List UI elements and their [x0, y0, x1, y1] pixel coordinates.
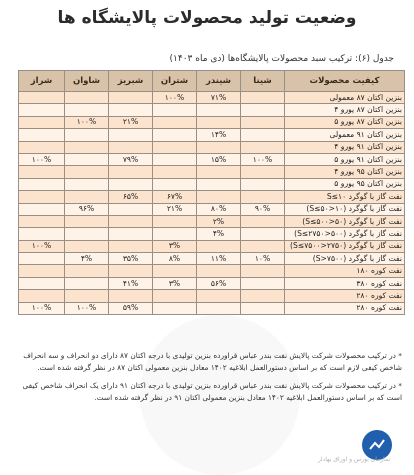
- row-label: بنزین اکتان ۹۱ یورو ۴: [285, 141, 405, 153]
- table-row: [19, 203, 405, 215]
- table-cell: [153, 215, 197, 227]
- table-row: [19, 166, 405, 178]
- table-cell: ۱۱%: [197, 253, 241, 265]
- row-label: نفت گاز با گوگرد (۲۷۵۰<S≤۷۵۰۰): [285, 240, 405, 252]
- row-label: نفت گاز با گوگرد (S>۷۵۰۰): [285, 253, 405, 265]
- table-cell: [153, 104, 197, 116]
- table-cell: [65, 240, 109, 252]
- table-cell: ۲۱%: [109, 116, 153, 128]
- table-cell: [197, 141, 241, 153]
- table-row: [19, 265, 405, 277]
- table-cell: ۴%: [65, 253, 109, 265]
- table-cell: [241, 141, 285, 153]
- table-cell: [19, 104, 65, 116]
- table-cell: ۹۰%: [241, 203, 285, 215]
- table-cell: [241, 129, 285, 141]
- row-label: نفت گاز با گوگرد (۵۰۰<S≤۲۷۵۰): [285, 228, 405, 240]
- table-cell: ۵۶%: [197, 277, 241, 289]
- table-cell: [109, 129, 153, 141]
- footer-credit: سازمان بورس و اوراق بهادار: [317, 456, 390, 463]
- table-row: [19, 240, 405, 252]
- table-cell: [19, 92, 65, 104]
- row-label: بنزین اکتان ۹۵ یورو ۵: [285, 178, 405, 190]
- table-cell: [65, 129, 109, 141]
- table-cell: [197, 191, 241, 203]
- table-row: [19, 104, 405, 116]
- table-cell: ۱۰۰%: [19, 240, 65, 252]
- table-cell: ۳۵%: [109, 253, 153, 265]
- table-cell: [65, 166, 109, 178]
- table-cell: [65, 92, 109, 104]
- table-cell: [65, 191, 109, 203]
- table-cell: [109, 92, 153, 104]
- table-cell: [241, 290, 285, 302]
- table-cell: [197, 104, 241, 116]
- table-cell: ۱۵%: [197, 153, 241, 165]
- table-cell: ۵۹%: [109, 302, 153, 314]
- table-cell: ۷۱%: [197, 92, 241, 104]
- header-quality: کیفیت محصولات: [285, 71, 405, 92]
- table-cell: [109, 228, 153, 240]
- table-cell: [153, 178, 197, 190]
- table-cell: [109, 290, 153, 302]
- table-row: [19, 290, 405, 302]
- table-cell: [19, 228, 65, 240]
- table-cell: [65, 178, 109, 190]
- table-cell: [241, 240, 285, 252]
- table-cell: [153, 265, 197, 277]
- table-cell: [153, 129, 197, 141]
- table-row: [19, 302, 405, 314]
- table-cell: [153, 166, 197, 178]
- table-cell: [65, 265, 109, 277]
- table-row: [19, 153, 405, 165]
- header-shiraz: شراز: [19, 71, 65, 92]
- table-cell: [197, 116, 241, 128]
- table-cell: [109, 141, 153, 153]
- table-cell: ۱۰۰%: [65, 302, 109, 314]
- table-cell: [19, 290, 65, 302]
- table-cell: [153, 153, 197, 165]
- row-label: نفت کوره ۳۸۰: [285, 277, 405, 289]
- table-cell: [197, 240, 241, 252]
- table-row: [19, 253, 405, 265]
- header-shetran: شتران: [153, 71, 197, 92]
- table-caption: جدول (۶): ترکیب سبد محصولات پالایشگاه‌ها (دی ماه ۱۴۰۳): [169, 54, 394, 64]
- table-cell: [65, 228, 109, 240]
- table-cell: [19, 178, 65, 190]
- table-cell: [197, 302, 241, 314]
- header-shabriz: شبریز: [109, 71, 153, 92]
- table-cell: ۷۹%: [109, 153, 153, 165]
- row-label: نفت کوره ۲۸۰: [285, 302, 405, 314]
- header-shavan: شاوان: [65, 71, 109, 92]
- table-cell: ۸۰%: [197, 203, 241, 215]
- row-label: بنزین اکتان ۸۷ یورو ۴: [285, 104, 405, 116]
- table-cell: [19, 253, 65, 265]
- row-label: بنزین اکتان ۹۱ معمولی: [285, 129, 405, 141]
- table-cell: [19, 203, 65, 215]
- table-cell: [241, 178, 285, 190]
- table-cell: [241, 116, 285, 128]
- table-cell: ۹۶%: [65, 203, 109, 215]
- table-header-row: [19, 71, 405, 92]
- table-cell: ۴۱%: [109, 277, 153, 289]
- table-cell: ۲%: [197, 215, 241, 227]
- table-cell: [109, 104, 153, 116]
- row-label: نفت گاز با گوگرد (۱۰<S≤۵۰): [285, 203, 405, 215]
- row-label: نفت کوره ۲۸۰: [285, 290, 405, 302]
- table-cell: ۱۰۰%: [241, 153, 285, 165]
- table-cell: ۴%: [197, 228, 241, 240]
- table-cell: ۱۰۰%: [19, 302, 65, 314]
- table-cell: [241, 92, 285, 104]
- table-cell: [19, 191, 65, 203]
- table-cell: [153, 141, 197, 153]
- table-cell: [197, 265, 241, 277]
- table-cell: [19, 129, 65, 141]
- table-cell: [65, 104, 109, 116]
- footnote: * در ترکیب محصولات شرکت پالایش نفت بندر عباس قراورده بنزین تولیدی با درجه اکتان ۹۱ دارای یک انحراف شاخص کیفی است که بر اساس دستورالعمل ابلاغیه ۱۴۰۲ معادل بنزین معمولی اکتان ۹۱ در نظر گرفته شده است.: [22, 381, 402, 402]
- table-cell: [109, 240, 153, 252]
- chart-logo-icon: [367, 435, 387, 455]
- table-cell: ۶۵%: [109, 191, 153, 203]
- table-row: [19, 228, 405, 240]
- table-cell: [153, 302, 197, 314]
- page-title: وضعیت تولید محصولات پالایشگاه ها: [57, 8, 357, 28]
- footnotes: [18, 350, 402, 410]
- table-cell: [19, 277, 65, 289]
- table-cell: [19, 166, 65, 178]
- table-cell: [197, 166, 241, 178]
- table-cell: [19, 116, 65, 128]
- row-label: بنزین اکتان ۹۱ یورو ۵: [285, 153, 405, 165]
- table-cell: ۲۱%: [153, 203, 197, 215]
- row-label: بنزین اکتان ۸۷ یورو ۵: [285, 116, 405, 128]
- row-label: بنزین اکتان ۹۵ یورو ۴: [285, 166, 405, 178]
- table-row: [19, 215, 405, 227]
- table-cell: [241, 191, 285, 203]
- row-label: بنزین اکتان ۸۷ معمولی: [285, 92, 405, 104]
- table-cell: [19, 265, 65, 277]
- header-shindar: شیندر: [197, 71, 241, 92]
- table-cell: [153, 290, 197, 302]
- table-cell: ۳%: [153, 240, 197, 252]
- table-cell: ۱۰۰%: [153, 92, 197, 104]
- table-cell: [197, 178, 241, 190]
- table-cell: [19, 215, 65, 227]
- table-cell: [109, 215, 153, 227]
- table-cell: [109, 203, 153, 215]
- table-cell: [109, 166, 153, 178]
- table-cell: ۱۰۰%: [19, 153, 65, 165]
- table-cell: ۸%: [153, 253, 197, 265]
- table-row: [19, 92, 405, 104]
- footnote: * در ترکیب محصولات شرکت پالایش نفت بندر عباس قراورده بنزین تولیدی با درجه اکتان ۸۷ دارای دو انحراف و سه انحراف شاخص کیفی لازم است که بر اساس دستورالعمل ابلاغیه ۱۴۰۲ معادل بنزین معمولی اکتان ۸۷ در نظر گرفته شده است.: [23, 351, 402, 372]
- row-label: نفت کوره ۱۸۰: [285, 265, 405, 277]
- table-cell: [65, 290, 109, 302]
- table-row: [19, 129, 405, 141]
- table-cell: [241, 215, 285, 227]
- table-row: [19, 178, 405, 190]
- table-cell: [197, 290, 241, 302]
- table-cell: ۱۴%: [197, 129, 241, 141]
- table-cell: [241, 265, 285, 277]
- table-row: [19, 116, 405, 128]
- table-cell: [241, 166, 285, 178]
- table-cell: [65, 141, 109, 153]
- table-cell: ۱۰%: [241, 253, 285, 265]
- table-cell: [241, 302, 285, 314]
- table-cell: [153, 228, 197, 240]
- product-mix-table: [18, 70, 405, 315]
- table-cell: [19, 141, 65, 153]
- table-cell: [65, 277, 109, 289]
- table-cell: [65, 153, 109, 165]
- table-cell: [109, 265, 153, 277]
- table-cell: [241, 277, 285, 289]
- row-label: نفت گاز با گوگرد (۵۰<S≤۵۰۰): [285, 215, 405, 227]
- table-cell: [241, 228, 285, 240]
- table-cell: ۱۰۰%: [65, 116, 109, 128]
- table-cell: [65, 215, 109, 227]
- row-label: نفت گاز با گوگرد S≤۱۰: [285, 191, 405, 203]
- table-cell: [241, 104, 285, 116]
- header-shina: شینا: [241, 71, 285, 92]
- table-cell: ۳%: [153, 277, 197, 289]
- table-row: [19, 277, 405, 289]
- table-cell: ۶۷%: [153, 191, 197, 203]
- table-row: [19, 191, 405, 203]
- table-cell: [153, 116, 197, 128]
- table-row: [19, 141, 405, 153]
- table-cell: [109, 178, 153, 190]
